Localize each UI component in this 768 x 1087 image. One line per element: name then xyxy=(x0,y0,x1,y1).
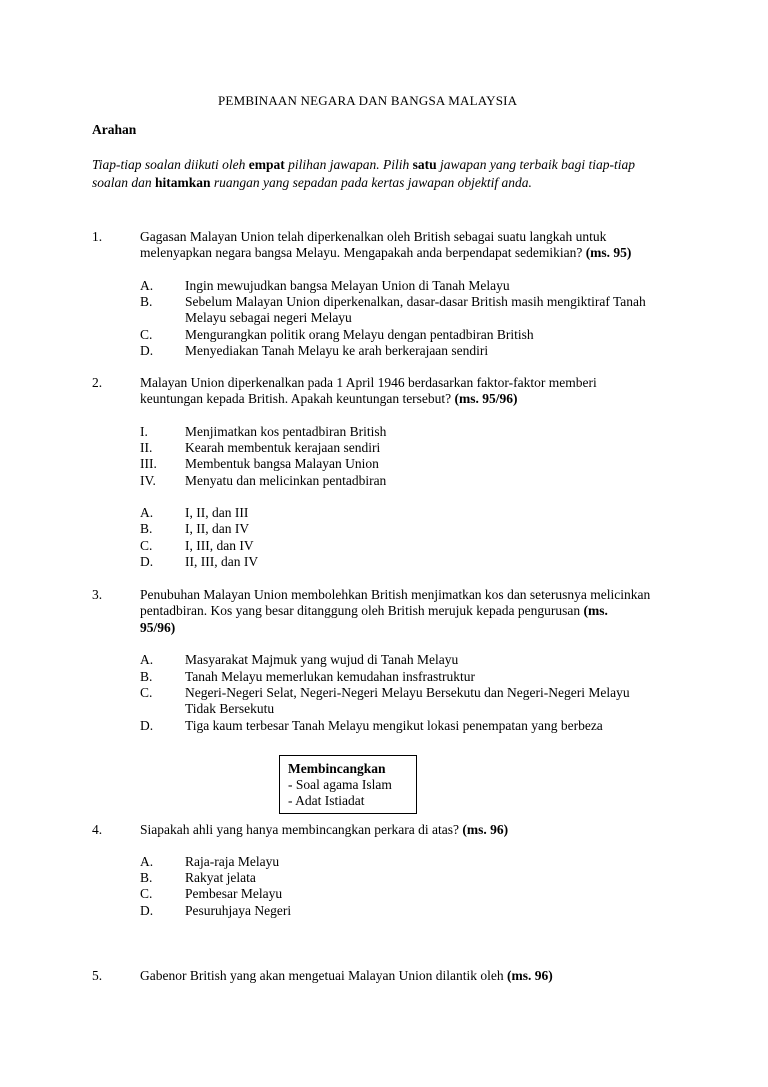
stimulus-line-2: - Adat Istiadat xyxy=(288,793,365,808)
question-2-page-ref: (ms. 95/96) xyxy=(454,391,518,406)
q2-option-a-text: I, II, dan III xyxy=(185,505,249,520)
q2-option-b-text: I, II, dan IV xyxy=(185,521,250,536)
question-5-number: 5. xyxy=(92,968,103,983)
q3-option-d-text: Tiga kaum terbesar Tanah Melayu mengikut lokasi penempatan yang berbeza xyxy=(185,718,603,733)
q3-option-a-letter: A. xyxy=(140,652,154,667)
q1-option-c-text: Mengurangkan politik orang Melayu dengan pentadbiran British xyxy=(185,327,534,342)
q1-option-d-text: Menyediakan Tanah Melayu ke arah berkerajaan sendiri xyxy=(185,343,489,358)
q2-option-c-letter: C. xyxy=(140,538,153,553)
q1-option-d-letter: D. xyxy=(140,343,154,358)
q4-option-d-text: Pesuruhjaya Negeri xyxy=(185,903,292,918)
q4-option-d-letter: D. xyxy=(140,903,154,918)
stimulus-box xyxy=(279,755,417,814)
instructions-heading: Arahan xyxy=(92,122,137,137)
q3-option-b-letter: B. xyxy=(140,669,153,684)
question-3-text-line-1: Penubuhan Malayan Union membolehkan British menjimatkan kos dan seterusnya melicinkan xyxy=(140,587,651,602)
q2-item-1-text: Menjimatkan kos pentadbiran British xyxy=(185,424,387,439)
q1-option-b-text: Sebelum Malayan Union diperkenalkan, dasar-dasar British masih mengiktiraf Tanah xyxy=(185,294,646,309)
q3-option-a-text: Masyarakat Majmuk yang wujud di Tanah Melayu xyxy=(185,652,459,667)
q3-option-b-text: Tanah Melayu memerlukan kemudahan insfrastruktur xyxy=(185,669,475,684)
q4-option-b-letter: B. xyxy=(140,870,153,885)
q3-option-c-text: Negeri-Negeri Selat, Negeri-Negeri Melayu Bersekutu dan Negeri-Negeri Melayu xyxy=(185,685,630,700)
q3-option-d-letter: D. xyxy=(140,718,154,733)
q2-item-4-text: Menyatu dan melicinkan pentadbiran xyxy=(185,473,387,488)
stimulus-line-1: - Soal agama Islam xyxy=(288,777,392,792)
question-3-number: 3. xyxy=(92,587,103,602)
question-2-number: 2. xyxy=(92,375,103,390)
stimulus-heading: Membincangkan xyxy=(288,761,386,776)
q4-option-a-letter: A. xyxy=(140,854,154,869)
q4-option-c-letter: C. xyxy=(140,886,153,901)
question-1-text-line-1: Gagasan Malayan Union telah diperkenalkan oleh British sebagai suatu langkah untuk xyxy=(140,229,607,244)
q1-option-c-letter: C. xyxy=(140,327,153,342)
question-5-page-ref: (ms. 96) xyxy=(507,968,553,983)
question-2-text-line-1: Malayan Union diperkenalkan pada 1 April 1946 berdasarkan faktor-faktor memberi xyxy=(140,375,597,390)
q2-option-d-text: II, III, dan IV xyxy=(185,554,259,569)
q1-option-a-text: Ingin mewujudkan bangsa Melayan Union di Tanah Melayu xyxy=(185,278,510,293)
q2-item-1-num: I. xyxy=(140,424,148,439)
q3-option-c-letter: C. xyxy=(140,685,153,700)
q1-option-b-letter: B. xyxy=(140,294,153,309)
question-3-page-ref-cont: 95/96) xyxy=(140,620,176,635)
question-1-number: 1. xyxy=(92,229,103,244)
question-3-page-ref: (ms. xyxy=(583,603,608,618)
question-5-text-line-1: Gabenor British yang akan mengetuai Malayan Union dilantik oleh (ms. 96) xyxy=(140,968,553,983)
q1-option-a-letter: A. xyxy=(140,278,154,293)
q4-option-c-text: Pembesar Melayu xyxy=(185,886,283,901)
question-4-page-ref: (ms. 96) xyxy=(462,822,509,837)
q3-option-c-text-cont: Tidak Bersekutu xyxy=(185,701,275,716)
question-1-page-ref: (ms. 95) xyxy=(585,245,632,260)
instructions-line-2: soalan dan hitamkan ruangan yang sepadan pada kertas jawapan objektif anda. xyxy=(92,175,532,190)
q2-item-4-num: IV. xyxy=(140,473,156,488)
question-4-number: 4. xyxy=(92,822,103,837)
question-3-text-line-2: pentadbiran. Kos yang besar ditanggung oleh British merujuk kepada pengurusan (ms. xyxy=(140,603,608,618)
q4-option-b-text: Rakyat jelata xyxy=(185,870,256,885)
question-1-text-line-2: melenyapkan negara bangsa Melayu. Mengapakah anda berpendapat sedemikian? (ms. 95) xyxy=(140,245,632,260)
q2-option-d-letter: D. xyxy=(140,554,154,569)
q2-option-c-text: I, III, dan IV xyxy=(185,538,254,553)
question-2-text-line-2: keuntungan kepada British. Apakah keuntungan tersebut? (ms. 95/96) xyxy=(140,391,518,406)
question-4-text-line-1: Siapakah ahli yang hanya membincangkan perkara di atas? (ms. 96) xyxy=(140,822,509,837)
q1-option-b-text-cont: Melayu sebagai negeri Melayu xyxy=(185,310,352,325)
page-title: PEMBINAAN NEGARA DAN BANGSA MALAYSIA xyxy=(218,93,518,108)
q2-option-a-letter: A. xyxy=(140,505,154,520)
instructions-line-1: Tiap-tiap soalan diikuti oleh empat pilihan jawapan. Pilih satu jawapan yang terbaik bagi tiap-tiap xyxy=(92,157,636,172)
q2-item-2-num: II. xyxy=(140,440,153,455)
q2-item-3-text: Membentuk bangsa Malayan Union xyxy=(185,456,379,471)
q2-option-b-letter: B. xyxy=(140,521,153,536)
q4-option-a-text: Raja-raja Melayu xyxy=(185,854,280,869)
q2-item-2-text: Kearah membentuk kerajaan sendiri xyxy=(185,440,381,455)
q2-item-3-num: III. xyxy=(140,456,157,471)
